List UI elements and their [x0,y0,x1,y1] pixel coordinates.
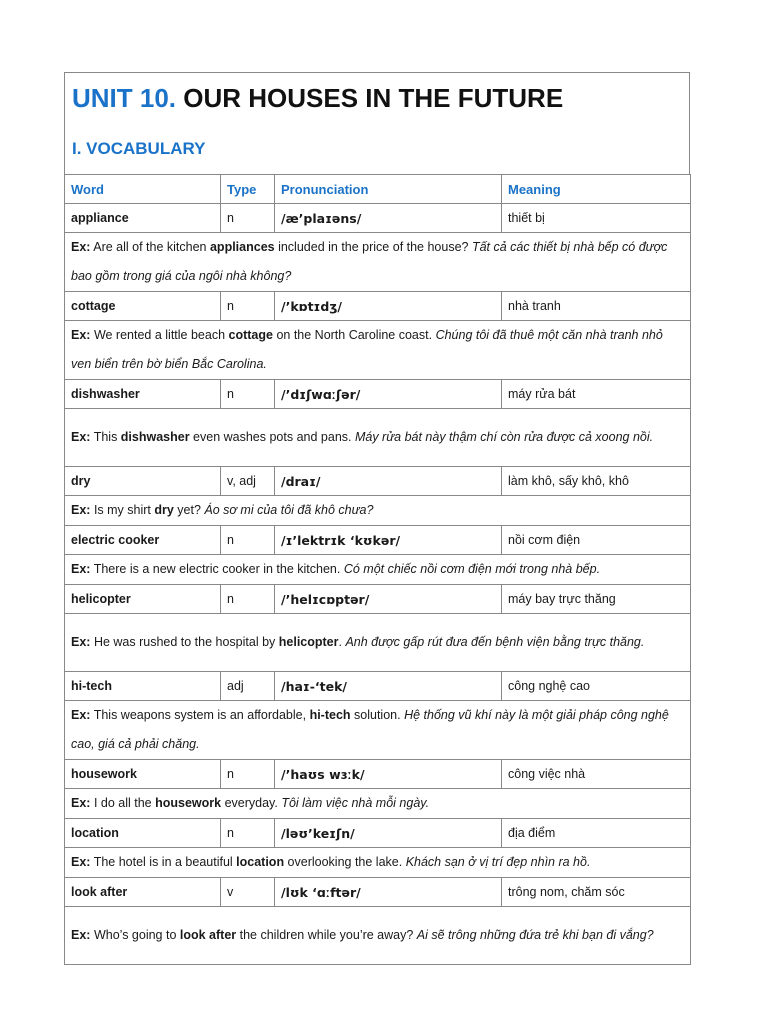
vocab-word: appliance [65,204,221,233]
column-header-pronunciation: Pronunciation [275,175,502,204]
vocab-word: look after [65,878,221,907]
example-sentence [65,789,691,819]
table-row [65,878,691,907]
vocab-meaning: công việc nhà [502,760,691,789]
example-row [65,614,691,672]
vocabulary-document [64,72,690,965]
example-sentence [65,233,691,292]
vocab-word: location [65,819,221,848]
vocab-meaning: nồi cơm điện [502,526,691,555]
table-row [65,760,691,789]
example-translation: Hệ thống vũ khí này là một giải pháp công nghệ cao, giá cả phải chăng. [71,708,669,751]
example-sentence [65,496,691,526]
example-sentence [65,321,691,380]
example-row [65,848,691,878]
vocab-meaning: địa điểm [502,819,691,848]
example-text-before: I do all the [93,796,156,810]
example-text-before: Who’s going to [93,928,180,942]
example-label: Ex: [71,430,91,444]
vocab-meaning: làm khô, sấy khô, khô [502,467,691,496]
example-translation: Chúng tôi đã thuê một căn nhà tranh nhỏ ven biển trên bờ biển Bắc Carolina. [71,328,663,371]
example-text-before: The hotel is in a beautiful [93,855,237,869]
example-row [65,321,691,380]
vocab-type: n [221,204,275,233]
vocab-meaning: máy bay trực thăng [502,585,691,614]
example-row [65,907,691,965]
vocab-meaning: nhà tranh [502,292,691,321]
example-text-after: on the North Caroline coast. [272,328,436,342]
vocab-pronunciation: /draɪ/ [275,467,502,496]
example-keyword: housework [155,796,222,810]
example-translation: Khách sạn ở vị trí đẹp nhìn ra hồ. [405,855,591,869]
example-translation: Có một chiếc nồi cơm điện mới trong nhà bếp. [343,562,601,576]
example-text-after: solution. [350,708,405,722]
vocab-word: electric cooker [65,526,221,555]
example-keyword: cottage [228,328,273,342]
vocab-meaning: máy rửa bát [502,380,691,409]
vocab-pronunciation: /æ’plaɪəns/ [275,204,502,233]
example-row [65,555,691,585]
example-translation: Áo sơ mi của tôi đã khô chưa? [204,503,374,517]
example-row [65,233,691,292]
vocab-type: v [221,878,275,907]
table-row [65,819,691,848]
document-header [64,72,690,174]
example-keyword: look after [179,928,237,942]
example-translation: Máy rửa bát này thậm chí còn rửa được cả xoong nồi. [354,430,654,444]
example-text-after: included in the price of the house? [274,240,472,254]
example-label: Ex: [71,503,91,517]
example-text-after: . [338,635,346,649]
example-sentence [65,701,691,760]
example-keyword: appliances [209,240,275,254]
example-translation: Tất cả các thiết bị nhà bếp có được bao gồm trong giá của ngôi nhà không? [71,240,668,283]
vocab-pronunciation: /’kɒtɪdʒ/ [275,292,502,321]
table-row [65,292,691,321]
example-row [65,496,691,526]
table-row [65,526,691,555]
example-text-before: This [93,430,121,444]
example-text-before: We rented a little beach [93,328,229,342]
example-keyword: helicopter [278,635,339,649]
vocab-pronunciation: /ɪ’lektrɪk ‘kʊkər/ [275,526,502,555]
example-text-after: yet? [173,503,205,517]
vocabulary-table [64,174,691,965]
example-text-after: overlooking the lake. [284,855,406,869]
example-label: Ex: [71,562,91,576]
table-row [65,204,691,233]
unit-title [72,83,563,114]
example-row [65,701,691,760]
vocab-type: n [221,819,275,848]
column-header-meaning: Meaning [502,175,691,204]
example-translation: Anh được gấp rút đưa đến bệnh viện bằng trực thăng. [345,635,645,649]
example-text-after: everyday. [221,796,282,810]
column-header-word: Word [65,175,221,204]
vocab-type: n [221,292,275,321]
example-keyword: dishwasher [120,430,190,444]
example-row [65,409,691,467]
example-row [65,789,691,819]
section-heading: I. VOCABULARY [72,139,206,158]
example-sentence [65,409,691,467]
vocab-pronunciation: /lʊk ‘ɑːftər/ [275,878,502,907]
vocab-meaning: công nghệ cao [502,672,691,701]
unit-name: OUR HOUSES IN THE FUTURE [183,83,564,113]
vocab-pronunciation: /haɪ-‘tek/ [275,672,502,701]
vocab-type: v, adj [221,467,275,496]
vocab-word: housework [65,760,221,789]
example-label: Ex: [71,708,91,722]
table-row [65,585,691,614]
vocab-meaning: trông nom, chăm sóc [502,878,691,907]
vocab-pronunciation: /ləʊ’keɪʃn/ [275,819,502,848]
example-text-before: Is my shirt [93,503,155,517]
table-row [65,467,691,496]
vocab-meaning: thiết bị [502,204,691,233]
vocab-type: n [221,526,275,555]
unit-number: UNIT 10. [72,83,177,113]
example-text-before: This weapons system is an affordable, [93,708,310,722]
example-text-after: even washes pots and pans. [189,430,355,444]
example-label: Ex: [71,328,91,342]
vocab-word: dishwasher [65,380,221,409]
vocab-pronunciation: /’haʊs wɜːk/ [275,760,502,789]
table-row [65,380,691,409]
example-translation: Ai sẽ trông những đứa trẻ khi bạn đi vắng? [416,928,654,942]
example-label: Ex: [71,796,91,810]
vocab-pronunciation: /’helɪcɒptər/ [275,585,502,614]
example-sentence [65,848,691,878]
example-translation: Tôi làm việc nhà mỗi ngày. [281,796,430,810]
example-text-before: Are all of the kitchen [93,240,210,254]
vocab-type: n [221,585,275,614]
example-text-before: There is a new electric cooker in the kitchen. [93,562,344,576]
example-sentence [65,614,691,672]
vocab-type: n [221,380,275,409]
example-sentence [65,907,691,965]
example-label: Ex: [71,855,91,869]
example-label: Ex: [71,240,91,254]
vocab-word: dry [65,467,221,496]
example-keyword: hi-tech [309,708,351,722]
example-keyword: location [236,855,285,869]
column-header-type: Type [221,175,275,204]
example-keyword: dry [154,503,174,517]
example-label: Ex: [71,635,91,649]
vocab-type: n [221,760,275,789]
vocab-pronunciation: /’dɪʃwɑːʃər/ [275,380,502,409]
vocab-word: cottage [65,292,221,321]
vocab-word: helicopter [65,585,221,614]
example-label: Ex: [71,928,91,942]
vocab-type: adj [221,672,275,701]
vocab-word: hi-tech [65,672,221,701]
example-text-after: the children while you’re away? [236,928,417,942]
table-row [65,672,691,701]
table-header-row [65,175,691,204]
example-text-before: He was rushed to the hospital by [93,635,279,649]
example-sentence [65,555,691,585]
